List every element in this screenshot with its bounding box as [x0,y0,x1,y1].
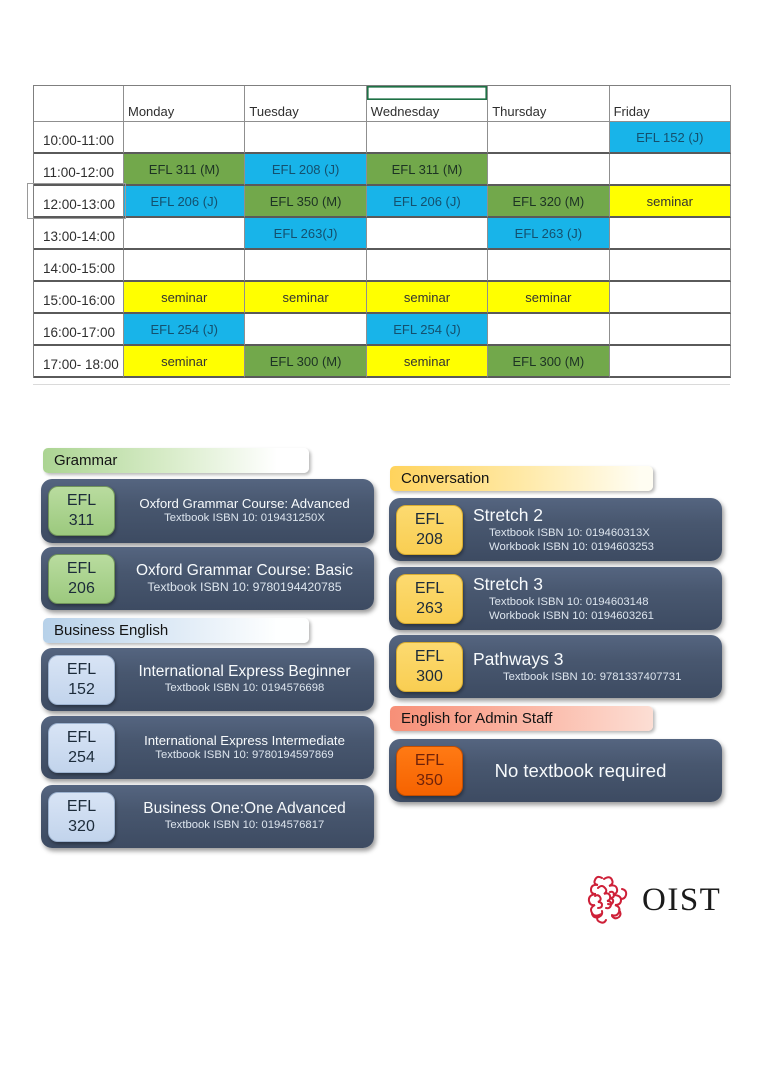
time-label: 15:00-16:00 [34,282,124,314]
code-number: 350 [416,771,443,789]
course-isbn-line: Textbook ISBN 10: 0194576817 [164,819,325,832]
slot-friday-row2: seminar [610,186,731,218]
slot-tuesday-row5: seminar [245,282,366,314]
course-code-badge [48,486,115,536]
course-title: Business One:One Advanced [143,800,346,818]
course-card-efl-320 [41,785,374,848]
day-header-tuesday: Tuesday [245,100,366,122]
oist-wordmark: OIST [642,881,722,918]
course-title: International Express Intermediate [144,732,345,748]
course-card-efl-254 [41,716,374,779]
section-header-label: Grammar [54,452,118,469]
day-header-friday: Friday [610,100,731,122]
slot-tuesday-row0 [245,122,366,154]
spacer-cell [34,86,124,100]
course-code-badge [48,554,115,604]
slot-wednesday-row5: seminar [367,282,488,314]
time-label: 11:00-12:00 [34,154,124,186]
day-header-wednesday: Wednesday [367,100,488,122]
section-header-business-english [43,618,309,643]
corner-cell [34,100,124,122]
slot-monday-row0 [124,122,245,154]
code-prefix: EFL [414,579,445,597]
code-number: 320 [68,817,95,835]
code-number: 300 [416,667,443,685]
time-cell-outline-1200 [27,183,126,219]
slot-tuesday-row3: EFL 263(J) [245,218,366,250]
course-title: Stretch 2 [473,504,544,525]
slot-tuesday-row6 [245,314,366,346]
slot-tuesday-row4 [245,250,366,282]
spacer-cell [488,86,609,100]
course-isbn-line: Textbook ISBN 10: 9781337407731 [503,670,682,683]
oist-logo [582,874,721,926]
code-prefix: EFL [66,728,97,746]
slot-wednesday-row2: EFL 206 (J) [367,186,488,218]
slot-wednesday-row4 [367,250,488,282]
course-code-badge [396,746,463,796]
slot-thursday-row7: EFL 300 (M) [488,346,609,378]
code-prefix: EFL [66,660,97,678]
slot-monday-row1: EFL 311 (M) [124,154,245,186]
course-isbn-line: Textbook ISBN 10: 9780194597869 [155,748,334,761]
course-code-badge [396,574,463,624]
code-prefix: EFL [66,559,97,577]
course-card-efl-300 [389,635,722,698]
slot-thursday-row6 [488,314,609,346]
slot-friday-row4 [610,250,731,282]
slot-wednesday-row7: seminar [367,346,488,378]
course-title: No textbook required [494,759,667,781]
course-card-efl-206 [41,547,374,610]
slot-tuesday-row7: EFL 300 (M) [245,346,366,378]
time-label: 14:00-15:00 [34,250,124,282]
section-header-label: Business English [54,622,169,639]
slot-monday-row7: seminar [124,346,245,378]
day-header-thursday: Thursday [488,100,609,122]
course-isbn-line: Textbook ISBN 10: 0194603148 [489,595,649,608]
slot-friday-row0: EFL 152 (J) [610,122,731,154]
course-isbn-line: Workbook ISBN 10: 0194603261 [489,610,654,622]
code-number: 311 [68,512,95,529]
course-code-badge [48,723,115,773]
time-label: 17:00- 18:00 [34,346,124,378]
time-label: 10:00-11:00 [34,122,124,154]
course-card-efl-263 [389,567,722,630]
slot-friday-row6 [610,314,731,346]
course-card-efl-311 [41,479,374,543]
slot-monday-row3 [124,218,245,250]
timetable-grid [33,85,731,378]
course-code-badge [396,642,463,692]
code-number: 263 [416,599,443,617]
slot-tuesday-row1: EFL 208 (J) [245,154,366,186]
course-isbn-line: Textbook ISBN 10: 019431250X [164,512,325,525]
code-prefix: EFL [414,510,445,528]
course-title: International Express Beginner [138,663,351,681]
code-prefix: EFL [66,492,97,509]
course-title: Oxford Grammar Course: Advanced [139,496,350,512]
time-label: 13:00-14:00 [34,218,124,250]
slot-wednesday-row3 [367,218,488,250]
code-number: 208 [416,530,443,548]
course-isbn-line: Textbook ISBN 10: 9780194420785 [147,579,342,594]
section-header-label: Conversation [401,470,490,487]
code-number: 206 [68,579,95,597]
course-card-efl-350 [389,739,722,802]
time-label: 16:00-17:00 [34,314,124,346]
slot-monday-row5: seminar [124,282,245,314]
slot-thursday-row2: EFL 320 (M) [488,186,609,218]
course-title: Oxford Grammar Course: Basic [135,561,354,579]
course-card-efl-152 [41,648,374,711]
slot-wednesday-row6: EFL 254 (J) [367,314,488,346]
slot-thursday-row1 [488,154,609,186]
course-card-efl-208 [389,498,722,561]
slot-monday-row6: EFL 254 (J) [124,314,245,346]
code-number: 254 [68,748,95,766]
slot-monday-row2: EFL 206 (J) [124,186,245,218]
slot-friday-row5 [610,282,731,314]
spacer-cell [610,86,731,100]
slot-wednesday-row1: EFL 311 (M) [367,154,488,186]
slot-friday-row7 [610,346,731,378]
code-prefix: EFL [414,647,445,665]
day-header-monday: Monday [124,100,245,122]
code-prefix: EFL [66,797,97,815]
time-label: 12:00-13:00 [34,186,124,218]
code-prefix: EFL [414,751,445,769]
course-isbn-line: Textbook ISBN 10: 0194576698 [164,682,325,695]
slot-thursday-row4 [488,250,609,282]
spacer-cell [124,86,245,100]
section-header-conversation [390,466,653,491]
section-header-label: English for Admin Staff [401,710,553,727]
section-header-grammar [43,448,309,473]
slot-thursday-row3: EFL 263 (J) [488,218,609,250]
course-title: Stretch 3 [473,573,544,594]
course-isbn-line: Textbook ISBN 10: 019460313X [489,526,650,539]
slot-wednesday-row0 [367,122,488,154]
course-code-badge [48,655,115,705]
course-title: Pathways 3 [473,648,564,669]
slot-friday-row1 [610,154,731,186]
slot-friday-row3 [610,218,731,250]
course-code-badge [396,505,463,555]
slot-thursday-row0 [488,122,609,154]
course-isbn-line: Workbook ISBN 10: 0194603253 [489,541,654,553]
section-header-admin-staff [390,706,653,731]
spacer-cell [245,86,366,100]
slot-tuesday-row2: EFL 350 (M) [245,186,366,218]
selected-cell-above-wednesday [367,86,488,100]
oist-shisa-scribble-icon [582,874,636,926]
course-code-badge [48,792,115,842]
table-shadow-line [33,384,730,385]
slot-monday-row4 [124,250,245,282]
code-number: 152 [68,680,95,698]
slot-thursday-row5: seminar [488,282,609,314]
